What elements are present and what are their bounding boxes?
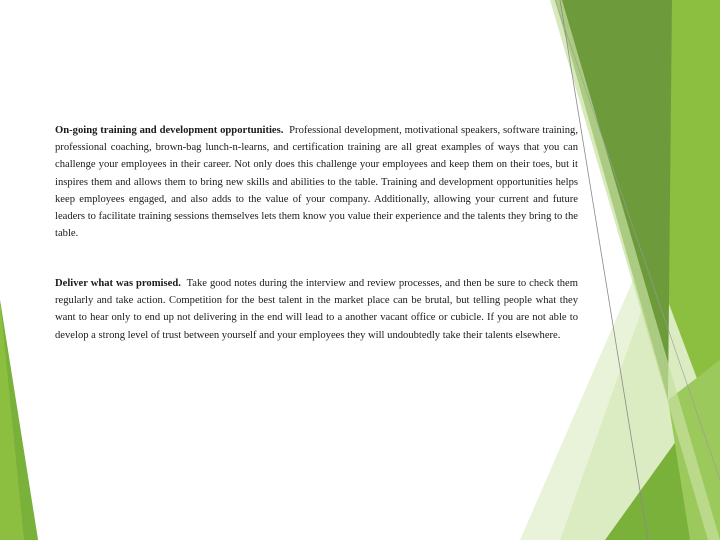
paragraph-heading: On-going training and development opportunities. [55,125,284,136]
paragraph-heading: Deliver what was promised. [55,278,181,289]
paragraph-body: Take good notes during the interview and review processes, and then be sure to check them regularly and take action. Competition for the best talent in the market place can be brutal, but telling people what they want to hear only to end up not delivering in the end will lead to a another vacant office or cubicle. If you are not able to develop a strong level of trust between yourself and your employees they will undoubtedly take their talents elsewhere. [55,278,578,341]
paragraph-training [55,122,578,242]
paragraph-body: Professional development, motivational speakers, software training, professional coaching, brown-bag lunch-n-learns, and certification training are all great examples of ways that you can challenge your employees in their career. Not only does this challenge your employees and keep them on their toes, but it inspires them and allows them to bring new skills and abilities to the table. Training and development opportunities helps keep employees engaged, and also adds to the value of your company. Additionally, allowing your current and future leaders to facilitate training sessions themselves lets them know you value their experience and the talents they bring to the table. [55,125,578,240]
paragraph-deliver [55,275,578,344]
